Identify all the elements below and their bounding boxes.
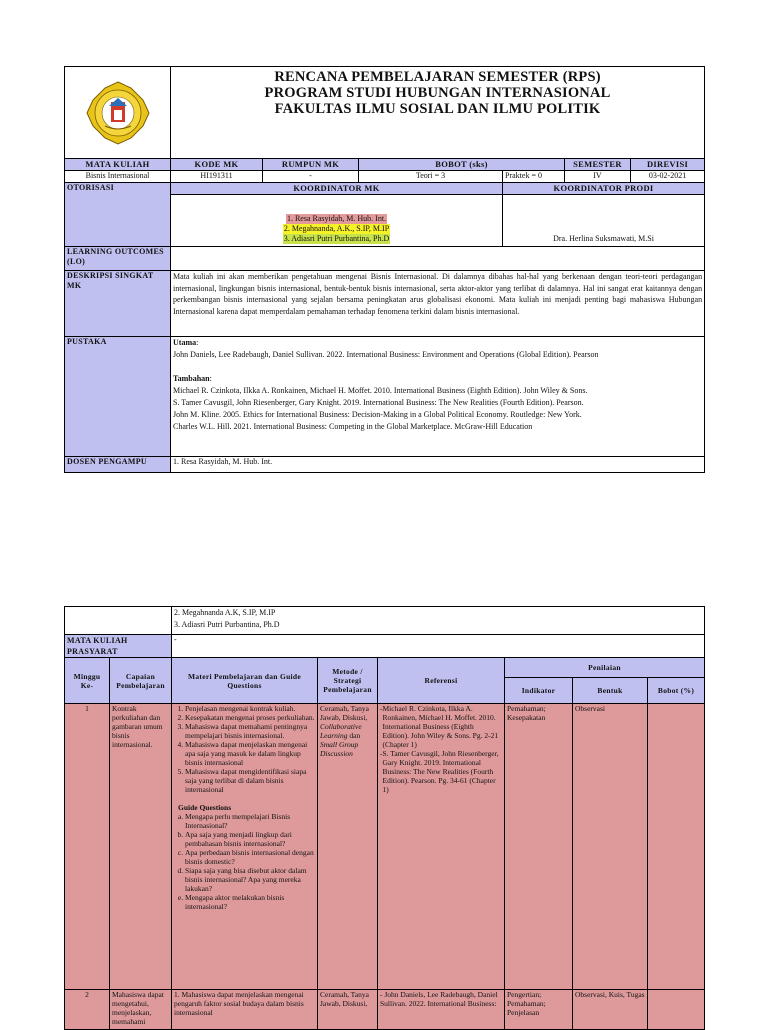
indikator-header: Indikator (505, 678, 573, 704)
week-2-materi: 1. Mahasiswa dapat menjelaskan mengenai pengaruh faktor sosial budaya dalam bisnis internasional (172, 990, 318, 1030)
dosen-first: 1. Resa Rasyidah, M. Hub. Int. (171, 457, 705, 473)
week-1-materi-list (174, 704, 315, 794)
week-1-referensi: - Michael R. Czinkota, Ilkka A. Ronkainen, Michael H. Moffet. 2010. International Business (Eighth Edition). John Wiley & Sons. Pg. 2-21 (Chapter 1) - S. Tamer Cavusgil, John Riesenberger, Gary Knight. 2019. International Business: The New Realities (Fourth Edition). Pearson. Pg. 34-61 (Chapter 1) (378, 704, 505, 990)
koordinator-mk-header: KOORDINATOR MK (171, 183, 503, 195)
week-1-capaian: Kontrak perkuliahan dan gambaran umum bisnis internasional. (110, 704, 172, 990)
dosen-label: DOSEN PENGAMPU (65, 457, 171, 473)
coordinator-3: 3. Adiasri Putri Purbantina, Ph.D (283, 234, 390, 243)
course-code: HI191311 (171, 171, 263, 183)
rumpun-mk-header: RUMPUN MK (263, 159, 359, 171)
document-title (171, 67, 705, 159)
materi-item: 5. Mahasiswa dapat mengidentifikasi siapa saja yang terlibat di dalam bisnis internasional (185, 767, 315, 794)
week-1-indikator: Pemahaman; Kesepakatan (505, 704, 573, 990)
pustaka-tambahan-3: John M. Kline. 2005. Ethics for International Business: Decision-Making in a Global Political Economy. Routledge: New York. (173, 410, 582, 419)
semester-header: SEMESTER (565, 159, 631, 171)
dosen-rest-blank (65, 607, 172, 635)
minggu-header: Minggu Ke- (65, 658, 110, 704)
week-1-number: 1 (65, 704, 110, 990)
dosen-2: 2. Megahnanda A.K, S.IP, M.IP (174, 608, 276, 617)
week-1-bobot (648, 704, 705, 990)
bentuk-header: Bentuk (573, 678, 648, 704)
pustaka-tambahan-1: Michael R. Czinkota, Ilkka A. Ronkainen, Michael H. Moffet. 2010. International Business (Eighth Edition). John Wiley & Sons. (173, 386, 588, 395)
mata-kuliah-header: MATA KULIAH (65, 159, 171, 171)
course-semester: IV (565, 171, 631, 183)
guide-item: b. Apa saja yang menjadi lingkup dari pembahasan bisnis internasional? (185, 830, 315, 848)
course-name: Bisnis Internasional (65, 171, 171, 183)
materi-item: 2. Kesepakatan mengenai proses perkuliahan. (185, 713, 315, 722)
title-line-3: FAKULTAS ILMU SOSIAL DAN ILMU POLITIK (274, 101, 601, 117)
koordinator-prodi-name (503, 195, 705, 247)
week-2-capaian: Mahasiswa dapat mengetahui, menjelaskan, memahami (110, 990, 172, 1030)
referensi-header: Referensi (378, 658, 505, 704)
week-1-bentuk: Observasi (573, 704, 648, 990)
week-1-materi (172, 704, 318, 990)
direvisi-header: DIREVISI (631, 159, 705, 171)
capaian-header: Capaian Pembelajaran (110, 658, 172, 704)
guide-questions-list (174, 812, 315, 911)
bobot-praktek: Praktek = 0 (503, 171, 565, 183)
title-line-1: RENCANA PEMBELAJARAN SEMESTER (RPS) (274, 69, 601, 85)
week-2-indikator: Pengertian; Pemahaman; Penjelasan (505, 990, 573, 1030)
guide-item: a. Mengapa perlu mempelajari Bisnis Internasional? (185, 812, 315, 830)
kode-mk-header: KODE MK (171, 159, 263, 171)
learning-outcomes-value (171, 247, 705, 271)
week-1-row (65, 704, 705, 990)
week-2-bentuk: Observasi, Kuis, Tugas (573, 990, 648, 1030)
pustaka-tambahan-2: S. Tamer Cavusgil, John Riesenberger, Gary Knight. 2019. International Business: The New Realities (Fourth Edition). Pearson. (173, 398, 584, 407)
week-2-metode: Ceramah, Tanya Jawab, Diskusi, (318, 990, 378, 1030)
deskripsi-text: Mata kuliah ini akan memberikan pengetahuan mengenai Bisnis Internasional. Di dalamnya dibahas hal-hal yang berkenaan dengan teori-teori perdagangan internasional, lingkungan bisnis internasional, bentuk-bentuk bisnis internasional, serta aktor-aktor yang terlibat di dalamnya. Hal ini sangat erat kaitannya dengan perkembangan bisnis internasional yang sejalan bersama peningkatan arus globalisasi ekonomi. Mata kuliah ini menjadi penting bagi mahasiswa Hubungan Internasional karena dapat memperdalam pemahaman terhadap fenomena terkini dalam bisnis internasional. (171, 271, 705, 337)
prodi-coordinator: Dra. Herlina Suksmawati, M.Si (553, 234, 654, 243)
guide-questions-label: Guide Questions (178, 803, 232, 812)
bobot-header: BOBOT (sks) (359, 159, 565, 171)
week-1-metode (318, 704, 378, 990)
prasyarat-label: MATA KULIAH PRASYARAT (65, 635, 172, 658)
week-2-number: 2 (65, 990, 110, 1030)
pustaka-utama: John Daniels, Lee Radebaugh, Daniel Sullivan. 2022. International Business: Environment and Operations (Global Edition). Pearson (173, 350, 599, 359)
coordinator-1: 1. Resa Rasyidah, M. Hub. Int. (286, 214, 387, 223)
materi-item: 1. Penjelasan mengenai kontrak kuliah. (185, 704, 315, 713)
guide-item: d. Siapa saja yang bisa disebut aktor dalam bisnis internasional? Apa yang mereka lakukan? (185, 866, 315, 893)
course-revised-date: 03-02-2021 (631, 171, 705, 183)
learning-outcomes-label: LEARNING OUTCOMES (LO) (65, 247, 171, 271)
materi-item: 3. Mahasiswa dapat memahami pentingnya mempelajari bisnis internasional. (185, 722, 315, 740)
pustaka-utama-label: Utama (173, 338, 197, 347)
coordinator-2: 2. Megahnanda, A.K., S.IP, M.IP (283, 224, 390, 233)
metode-header: Metode / Strategi Pembelajaran (318, 658, 378, 704)
guide-item: c. Apa perbedaan bisnis internasional dengan bisnis domestic? (185, 848, 315, 866)
university-logo-cell (65, 67, 171, 159)
otorisasi-label: OTORISASI (65, 183, 171, 247)
metode-plain: Ceramah, Tanya Jawab, Diskusi, (320, 704, 369, 722)
deskripsi-label: DESKRIPSI SINGKAT MK (65, 271, 171, 337)
pustaka-content: Utama: John Daniels, Lee Radebaugh, Daniel Sullivan. 2022. International Business: Environment and Operations (Global Edition). Pearson Tambahan: Michael R. Czinkota, Ilkka A. Ronkainen, Michael H. Moffet. 2010. International Business (Eighth Edition). John Wiley & Sons. S. Tamer Cavusgil, John Riesenberger, Gary Knight. 2019. International Business: The New Realities (Fourth Edition). Pearson. John M. Kline. 2005. Ethics for International Business: Decision-Making in a Global Political Economy. Routledge: New York. Charles W.L. Hill. 2021. International Business: Competing in the Global Marketplace. McGraw-Hill Education (171, 337, 705, 457)
university-seal-logo (85, 80, 151, 146)
week-2-referensi: - John Daniels, Lee Radebaugh, Daniel Sullivan. 2022. International Business: (378, 990, 505, 1030)
pustaka-tambahan-4: Charles W.L. Hill. 2021. International Business: Competing in the Global Marketplace. McGraw-Hill Education (173, 422, 533, 431)
dosen-3: 3. Adiasri Putri Purbantina, Ph.D (174, 620, 280, 629)
prasyarat-value: - (172, 635, 705, 658)
metode-collaborative: Collaborative Learning (320, 722, 362, 740)
rps-schedule-table (64, 606, 705, 1030)
course-rumpun: - (263, 171, 359, 183)
metode-dan: dan (349, 731, 361, 740)
penilaian-header: Penilaian (505, 658, 705, 678)
materi-header: Materi Pembelajaran dan Guide Questions (172, 658, 318, 704)
referensi-item: S. Tamer Cavusgil, John Riesenberger, Gary Knight. 2019. International Business: The New Realities (Fourth Edition). Pearson. Pg. 34-61 (Chapter 1) (382, 749, 499, 794)
materi-item: 4. Mahasiswa dapat menjelaskan mengenai apa saja yang masuk ke dalam lingkup bisnis internasional (185, 740, 315, 767)
pustaka-tambahan-label: Tambahan (173, 374, 210, 383)
rps-header-table (64, 66, 705, 473)
bobot-pct-header: Bobot (%) (648, 678, 705, 704)
guide-item: e. Mengapa aktor melakukan bisnis internasional? (185, 893, 315, 911)
pustaka-label: PUSTAKA (65, 337, 171, 457)
referensi-item: Michael R. Czinkota, Ilkka A. Ronkainen, Michael H. Moffet. 2010. International Business (Eighth Edition). John Wiley & Sons. Pg. 2-21 (Chapter 1) (382, 704, 499, 749)
koordinator-mk-names (171, 195, 503, 247)
title-line-2: PROGRAM STUDI HUBUNGAN INTERNASIONAL (264, 85, 611, 101)
koordinator-prodi-header: KOORDINATOR PRODI (503, 183, 705, 195)
bobot-teori: Teori = 3 (359, 171, 503, 183)
dosen-rest (172, 607, 705, 635)
metode-small-group: Small Group Discussion (320, 740, 359, 758)
